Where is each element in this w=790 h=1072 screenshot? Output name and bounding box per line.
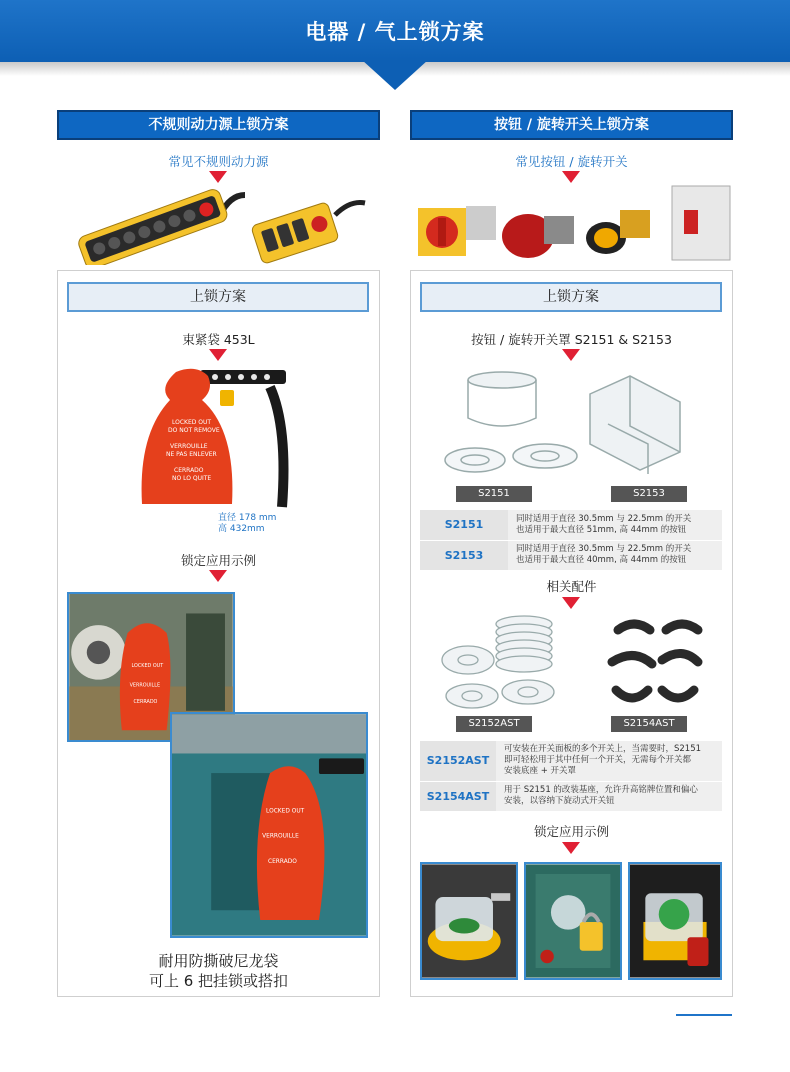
product-tag-s2152ast: S2152AST <box>456 716 532 732</box>
acc-line: 可安装在开关面板的多个开关上，当需要时，S2151 <box>504 744 702 755</box>
svg-text:CERRADO: CERRADO <box>174 467 204 474</box>
svg-text:CERRADO: CERRADO <box>268 859 297 866</box>
application-photo-2 <box>170 712 368 938</box>
bag-height: 高 432mm <box>218 524 265 534</box>
svg-text:DO NOT REMOVE: DO NOT REMOVE <box>168 427 220 434</box>
down-arrow-icon <box>562 597 580 609</box>
banner-arrow <box>362 60 428 90</box>
svg-text:VERROUILLE: VERROUILLE <box>262 833 299 840</box>
right-example-caption: 锁定应用示例 <box>533 824 609 839</box>
table-row <box>420 540 722 570</box>
acc-line: 安装底座 + 开关罩 <box>504 766 577 777</box>
footer-rule <box>676 1014 732 1016</box>
spec-line: 也适用于最大直径 40mm, 高 44mm 的按钮 <box>516 555 687 565</box>
application-photo-3 <box>420 862 518 980</box>
acc-desc <box>496 741 722 781</box>
right-panel-title: 上锁方案 <box>420 282 722 312</box>
left-section-header: 不规则动力源上锁方案 <box>57 110 380 140</box>
svg-text:VERROUILLE: VERROUILLE <box>170 443 208 450</box>
spec-line: 也适用于最大直径 51mm, 高 44mm 的按钮 <box>516 524 687 535</box>
bag-diameter: 直径 178 mm <box>218 513 277 523</box>
acc-code: S2152AST <box>420 741 496 781</box>
table-row <box>420 741 722 781</box>
spec-line: 同时适用于直径 30.5mm 与 22.5mm 的开关 <box>516 513 692 524</box>
left-example-caption: 锁定应用示例 <box>180 553 256 568</box>
spec-code: S2151 <box>420 510 508 540</box>
right-product-caption: 按钮 / 旋转开关罩 S2151 & S2153 <box>471 332 672 347</box>
accessories-caption: 相关配件 <box>546 579 597 594</box>
spec-code: S2153 <box>420 540 508 570</box>
acc-desc <box>496 781 722 811</box>
svg-text:NE PAS ENLEVER: NE PAS ENLEVER <box>166 451 217 458</box>
svg-text:VERROUILLE: VERROUILLE <box>129 682 161 689</box>
svg-text:CERRADO: CERRADO <box>133 699 158 706</box>
product-tag-s2154ast: S2154AST <box>611 716 687 732</box>
right-section-header: 按钮 / 旋转开关上锁方案 <box>410 110 733 140</box>
switches-image <box>410 180 740 266</box>
down-arrow-icon <box>209 171 227 183</box>
acc-code: S2154AST <box>420 781 496 811</box>
acc-line: 安装，以容纳下旋动式开关钮 <box>504 796 615 806</box>
svg-text:LOCKED OUT: LOCKED OUT <box>131 663 164 669</box>
acc-line: 用于 S2151 的改装基座，允许升高铭牌位置和偏心 <box>504 785 698 795</box>
left-product-caption: 束紧袋 453L <box>182 332 255 347</box>
spec-desc <box>508 510 722 540</box>
spec-desc <box>508 540 722 570</box>
pendant-controls-image <box>70 185 370 265</box>
svg-text:NO LO QUITE: NO LO QUITE <box>172 475 212 482</box>
product-tag-s2151: S2151 <box>456 486 532 502</box>
down-arrow-icon <box>562 349 580 361</box>
page-title: 电器 / 气上锁方案 <box>305 20 485 44</box>
left-subtitle: 常见不规则动力源 <box>168 154 269 169</box>
down-arrow-icon <box>209 349 227 361</box>
feature-line-1: 耐用防撕破尼龙袋 <box>158 952 279 970</box>
spec-table <box>420 510 722 571</box>
cinch-bag-image <box>130 362 310 510</box>
right-subtitle: 常见按钮 / 旋转开关 <box>515 154 628 169</box>
down-arrow-icon <box>209 570 227 582</box>
spec-line: 同时适用于直径 30.5mm 与 22.5mm 的开关 <box>516 544 692 554</box>
accessory-table <box>420 741 722 812</box>
svg-text:LOCKED OUT: LOCKED OUT <box>266 808 305 815</box>
application-photo-5 <box>628 862 722 980</box>
svg-text:LOCKED OUT: LOCKED OUT <box>172 419 212 426</box>
table-row <box>420 781 722 811</box>
switch-covers-image <box>440 364 708 484</box>
accessories-image <box>436 610 716 714</box>
application-photo-4 <box>524 862 622 980</box>
table-row <box>420 510 722 540</box>
down-arrow-icon <box>562 842 580 854</box>
acc-line: 即可轻松用于其中任何一个开关，无需每个开关都 <box>504 755 692 766</box>
left-panel-title: 上锁方案 <box>67 282 369 312</box>
feature-line-2: 可上 6 把挂锁或搭扣 <box>148 972 289 990</box>
product-tag-s2153: S2153 <box>611 486 687 502</box>
